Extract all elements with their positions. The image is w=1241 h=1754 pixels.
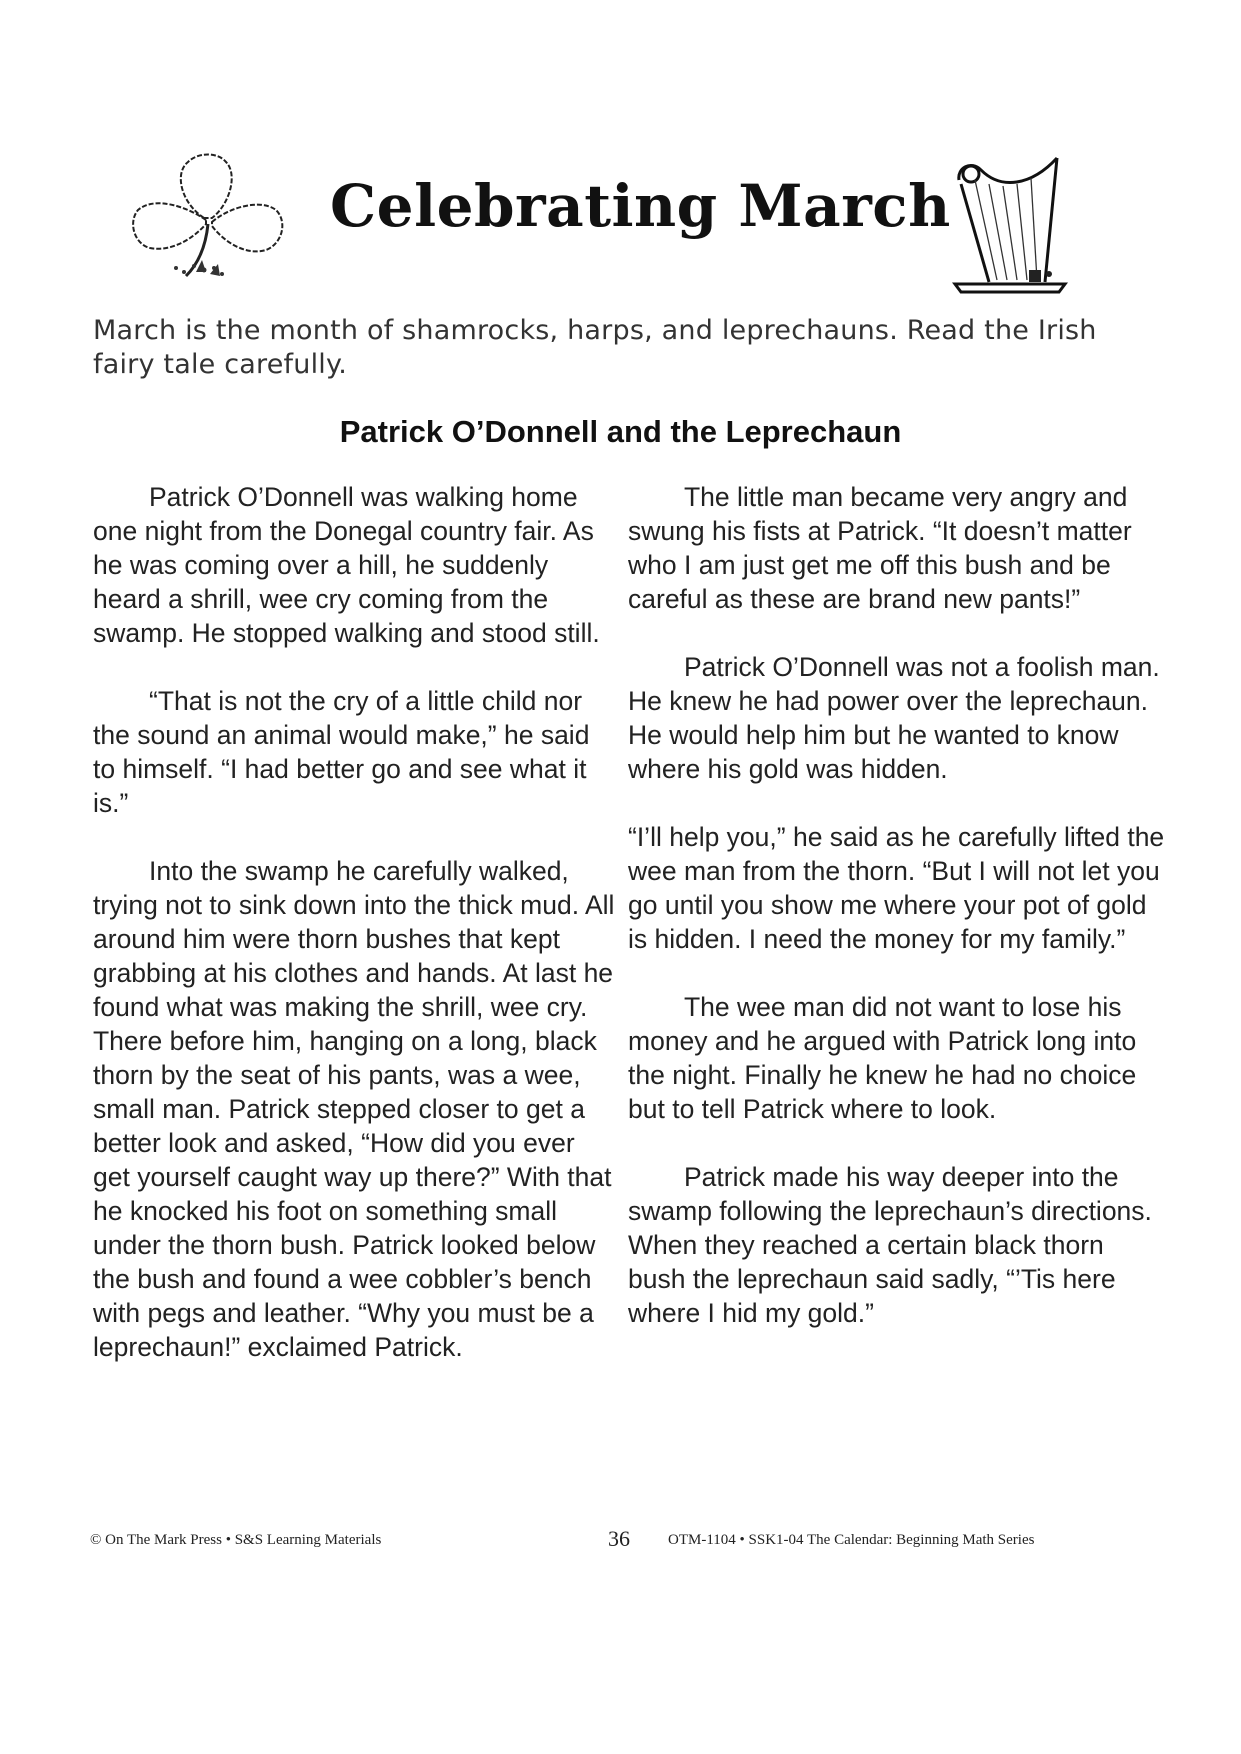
story-paragraph: Patrick made his way deeper into the swamp following the leprechaun’s directions. When they reached a certain black thorn bush the leprechaun said sadly, “’Tis here where I hid my gold.”: [628, 1162, 1152, 1328]
story-paragraph: Patrick O’Donnell was not a foolish man. He knew he had power over the leprechaun. He would help him but he wanted to know where his gold was hidden.: [628, 652, 1160, 784]
story-paragraph: The little man became very angry and swung his fists at Patrick. “It doesn’t matter who I am just get me off this bush and be careful as these are brand new pants!”: [628, 482, 1132, 614]
harp-icon: [945, 150, 1075, 298]
shamrock-icon: [126, 148, 296, 284]
story-column-right: [628, 480, 1168, 1364]
footer-publisher: © On The Mark Press • S&S Learning Materials: [90, 1532, 382, 1548]
story-paragraph: Patrick O’Donnell was walking home one night from the Donegal country fair. As he was coming over a hill, he suddenly heard a shrill, wee cry coming from the swamp. He stopped walking and stood still.: [93, 482, 600, 648]
page-title: Celebrating March: [330, 172, 951, 240]
page-number: 36: [608, 1526, 630, 1551]
story-paragraph: “That is not the cry of a little child nor the sound an animal would make,” he said to himself. “I had better go and see what it is.”: [93, 686, 590, 818]
footer-series: OTM-1104 • SSK1-04 The Calendar: Beginning Math Series: [668, 1532, 1035, 1548]
story-title: Patrick O’Donnell and the Leprechaun: [339, 414, 902, 449]
intro-text: March is the month of shamrocks, harps, and leprechauns. Read the Irish fairy tale carefully.: [93, 315, 1097, 380]
story-column-left: [93, 480, 618, 1398]
story-paragraph: Into the swamp he carefully walked, trying not to sink down into the thick mud. All around him were thorn bushes that kept grabbing at his clothes and hands. At last he found what was making the shrill, wee cry. There before him, hanging on a long, black thorn by the seat of his pants, was a wee, small man. Patrick stepped closer to get a better look and asked, “How did you ever get yourself caught way up there?” With that he knocked his foot on something small under the thorn bush. Patrick looked below the bush and found a wee cobbler’s bench with pegs and leather. “Why you must be a leprechaun!” exclaimed Patrick.: [93, 856, 615, 1362]
story-paragraph: The wee man did not want to lose his money and he argued with Patrick long into the night. Finally he knew he had no choice but to tell Patrick where to look.: [628, 992, 1137, 1124]
story-paragraph: “I’ll help you,” he said as he carefully lifted the wee man from the thorn. “But I will not let you go until you show me where your pot of gold is hidden. I need the money for my family.”: [628, 822, 1165, 954]
